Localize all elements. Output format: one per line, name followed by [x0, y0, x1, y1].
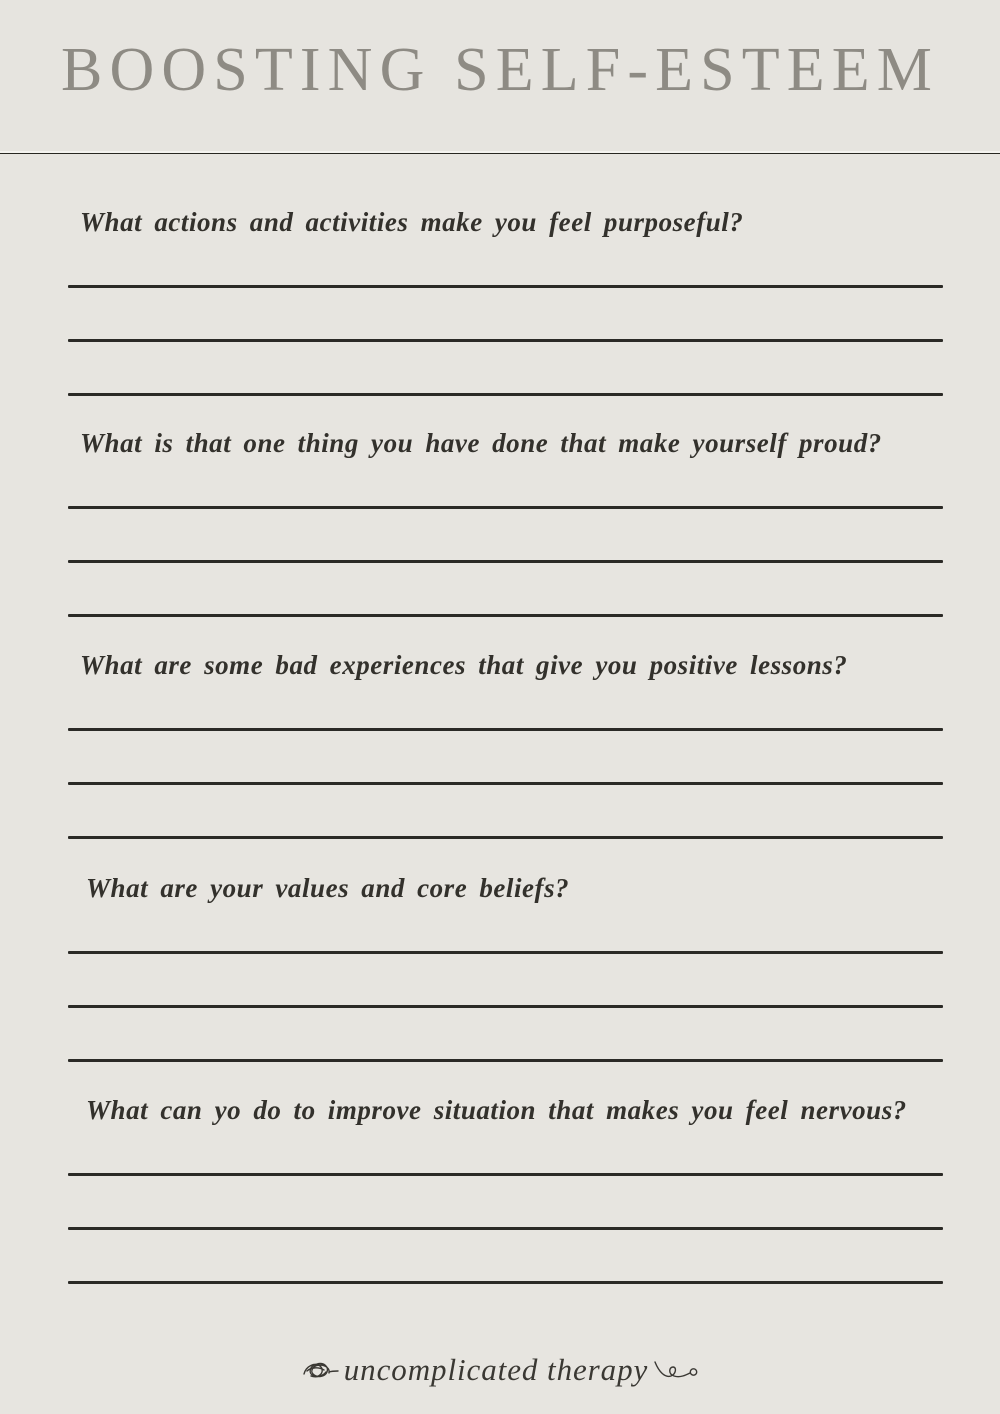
question-section-3 — [0, 650, 1000, 854]
answer-line — [68, 1059, 943, 1062]
answer-line — [68, 393, 943, 396]
question-section-4 — [0, 873, 1000, 1077]
question-text: What are some bad experiences that give you positive lessons? — [80, 650, 848, 680]
answer-line — [68, 782, 943, 785]
answer-line — [68, 836, 943, 839]
answer-line — [68, 1227, 943, 1230]
header-divider — [0, 151, 1000, 154]
question-text: What actions and activities make you feel purposeful? — [80, 207, 744, 237]
question-text: What are your values and core beliefs? — [86, 873, 570, 903]
answer-line — [68, 560, 943, 563]
answer-line — [68, 506, 943, 509]
answer-line — [68, 614, 943, 617]
brand-text: uncomplicated therapy — [343, 1352, 649, 1387]
answer-line — [68, 1281, 943, 1284]
question-section-2 — [0, 428, 1000, 632]
question-text: What can yo do to improve situation that makes you feel nervous? — [86, 1095, 907, 1125]
answer-line — [68, 339, 943, 342]
question-section-1 — [0, 207, 1000, 411]
answer-line — [68, 728, 943, 731]
brand-logo — [0, 1352, 1000, 1388]
answer-line — [68, 951, 943, 954]
answer-line — [68, 1173, 943, 1176]
page-title: BOOSTING SELF-ESTEEM — [60, 36, 939, 104]
answer-line — [68, 285, 943, 288]
scribble-tangle-icon — [299, 1353, 339, 1387]
swirl-flourish-icon — [653, 1354, 701, 1386]
answer-line — [68, 1005, 943, 1008]
question-text: What is that one thing you have done that make yourself proud? — [80, 428, 882, 458]
question-section-5 — [0, 1095, 1000, 1299]
